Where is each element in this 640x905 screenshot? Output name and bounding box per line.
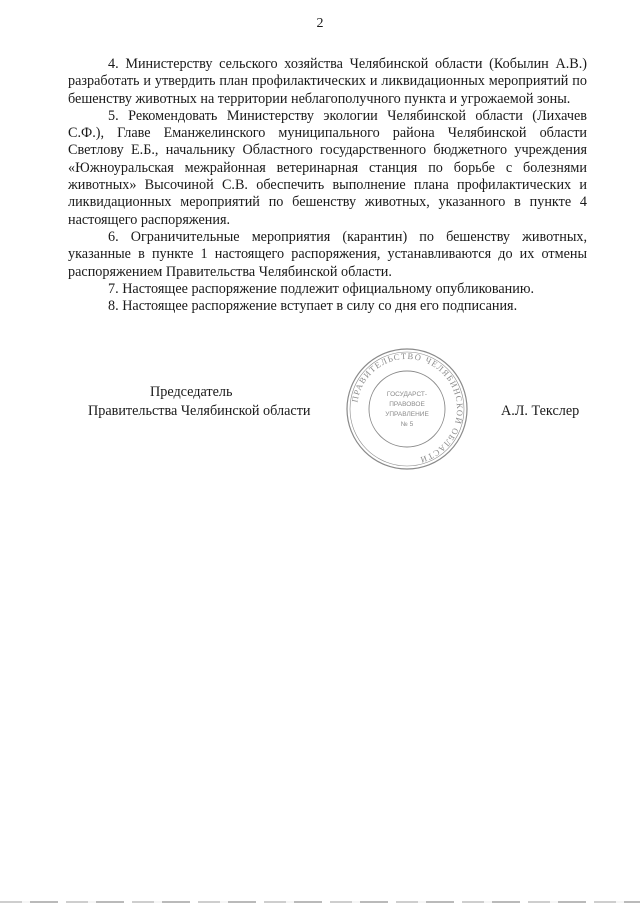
- paragraph-5: 5. Рекомендовать Министерству экологии Челябинской области (Лихачев С.Ф.), Главе Еманжелинского муниципального района Челябинской области Светлову Е.Б., начальнику Областного государственного бюджетного учреждения «Южноуральская межрайонная ветеринарная станция по борьбе с болезнями животных» Высочиной С.В. обеспечить выполнение плана профилактических и ликвидационных мероприятий по бешенству животных, указанного в пункте 4 настоящего распоряжения.: [68, 107, 587, 228]
- seal-outer-text: ПРАВИТЕЛЬСТВО ЧЕЛЯБИНСКОЙ ОБЛАСТИ: [349, 350, 466, 466]
- seal-inner-line-3: УПРАВЛЕНИЕ: [385, 411, 429, 418]
- paragraph-6: 6. Ограничительные мероприятия (карантин) по бешенству животных, указанные в пункте 1 настоящего распоряжения, устанавливаются до их отмены распоряжением Правительства Челябинской области.: [68, 228, 587, 280]
- paragraph-7: 7. Настоящее распоряжение подлежит официальному опубликованию.: [108, 280, 535, 297]
- signatory-position-title: Председатель: [150, 384, 233, 400]
- paragraph-8: 8. Настоящее распоряжение вступает в силу со дня его подписания.: [108, 298, 518, 315]
- svg-text:ПРАВИТЕЛЬСТВО ЧЕЛЯБИНСКОЙ ОБЛА: [349, 351, 465, 465]
- signatory-name: А.Л. Текслер: [501, 403, 580, 419]
- seal-inner-line-1: ГОСУДАРСТ-: [386, 391, 428, 398]
- signatory-position-organization: Правительства Челябинской области: [88, 403, 311, 419]
- official-seal-stamp: [344, 346, 470, 472]
- document-body: [68, 56, 587, 315]
- page-number: 2: [316, 16, 324, 31]
- seal-inner-line-4: № 5: [400, 421, 414, 428]
- signature-block: [0, 384, 640, 464]
- scan-edge-artifact: [0, 901, 640, 903]
- seal-inner-line-2: ПРАВОВОЕ: [389, 401, 425, 408]
- paragraph-4: 4. Министерству сельского хозяйства Челябинской области (Кобылин А.В.) разработать и утвердить план профилактических и ликвидационных мероприятий по бешенству животных на территории неблагополучного пункта и угрожаемой зоны.: [68, 56, 587, 107]
